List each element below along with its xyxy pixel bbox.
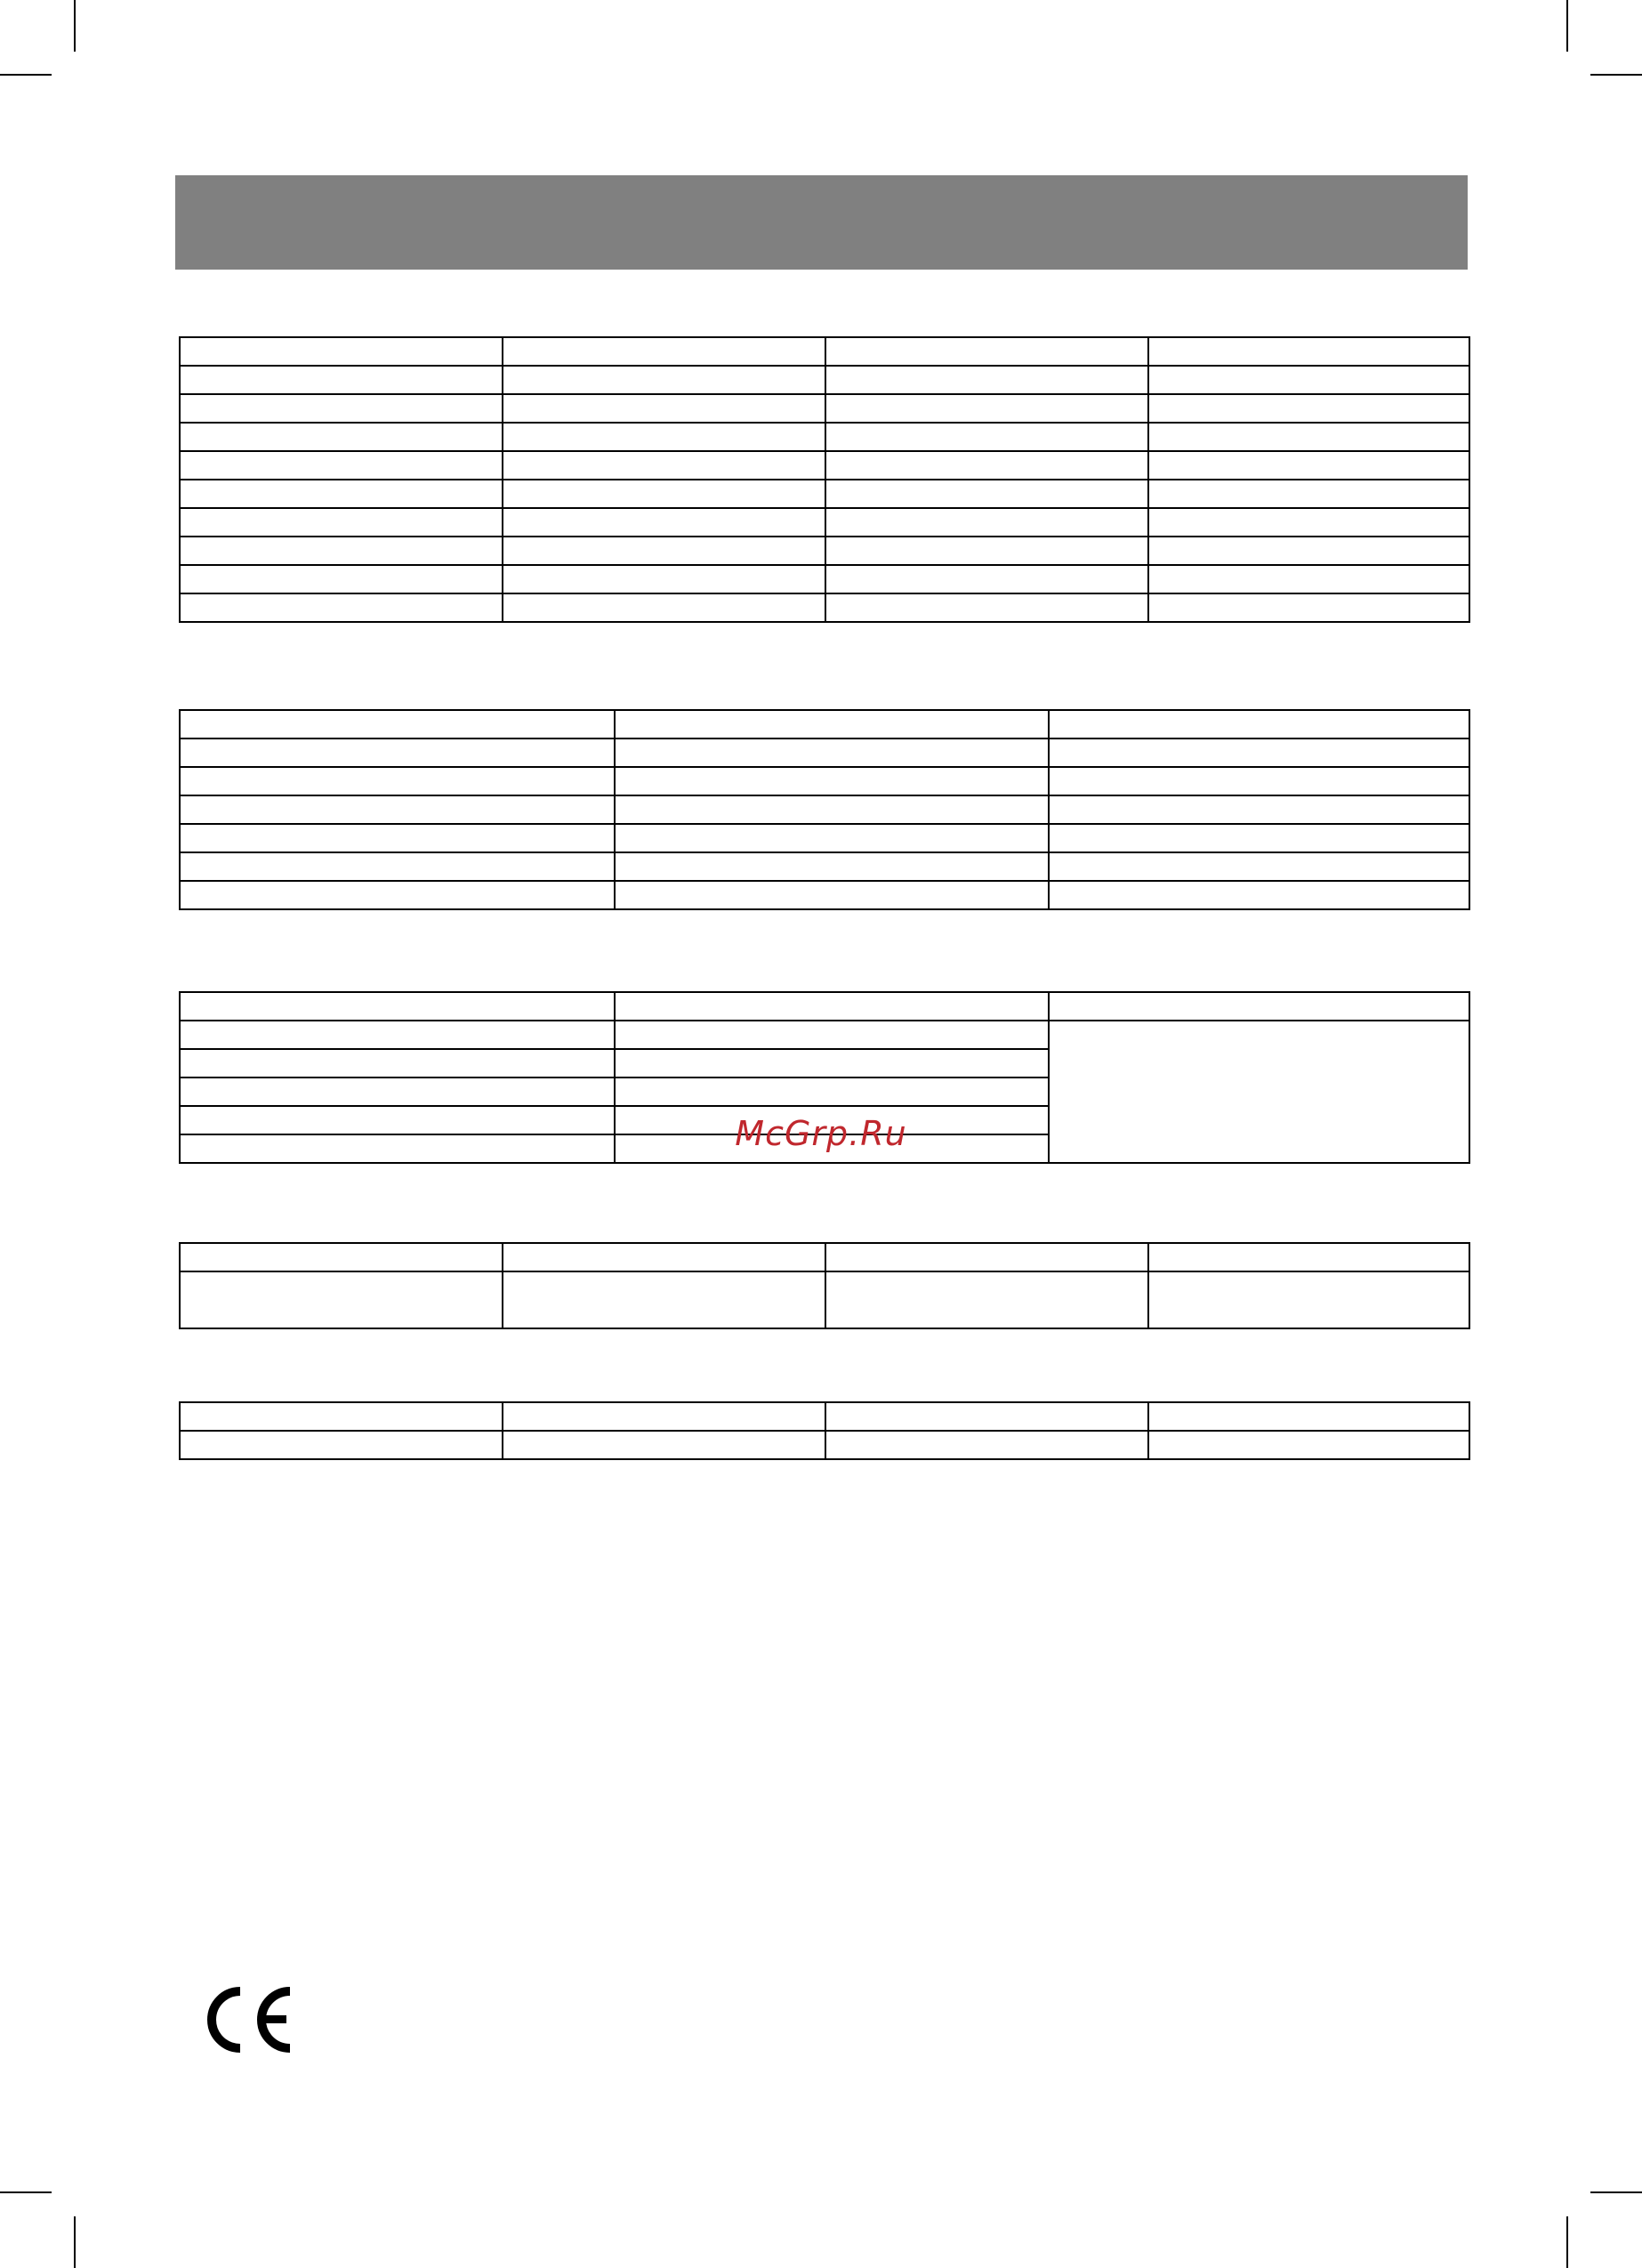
- table-cell: [180, 881, 615, 909]
- table-row: [180, 565, 1469, 593]
- table-cell: [180, 480, 503, 508]
- table-cell: [180, 394, 503, 423]
- table-cell: [825, 423, 1148, 451]
- crop-mark: [74, 0, 76, 52]
- table-cell: [1049, 992, 1469, 1021]
- crop-mark: [0, 2191, 52, 2193]
- table-cell: [1049, 767, 1469, 795]
- table-cell: [825, 1243, 1148, 1271]
- table-cell: [825, 1402, 1148, 1431]
- spec-table-1: [179, 336, 1470, 623]
- table-cell: [180, 795, 615, 824]
- table-cell: [1148, 423, 1469, 451]
- crop-mark: [74, 2216, 76, 2268]
- table-cell: [503, 394, 825, 423]
- crop-mark: [1590, 2191, 1642, 2193]
- table-cell: [1148, 394, 1469, 423]
- table-row: [180, 1243, 1469, 1271]
- table-cell: [825, 480, 1148, 508]
- table-cell: [1049, 795, 1469, 824]
- table-cell: [180, 1134, 615, 1163]
- table-cell: [825, 565, 1148, 593]
- table-cell: [180, 710, 615, 739]
- table-cell: [825, 537, 1148, 565]
- table-cell: [615, 710, 1049, 739]
- table-cell: [825, 337, 1148, 366]
- table-cell: [180, 739, 615, 767]
- table-cell: [1148, 366, 1469, 394]
- table-cell: [615, 795, 1049, 824]
- table-row: [180, 394, 1469, 423]
- table-cell: [825, 366, 1148, 394]
- table-row: [180, 739, 1469, 767]
- crop-mark: [0, 74, 52, 76]
- table-row: [180, 824, 1469, 852]
- table-row: [180, 537, 1469, 565]
- table-cell: [180, 1402, 503, 1431]
- table-cell: [180, 565, 503, 593]
- table-cell: [180, 508, 503, 537]
- spec-table-3: [179, 991, 1470, 1164]
- table-cell: [1049, 881, 1469, 909]
- table-row: [180, 451, 1469, 480]
- table-row: [180, 881, 1469, 909]
- ce-mark-icon: [205, 1986, 294, 2054]
- table-cell: [615, 767, 1049, 795]
- header-bar: [175, 175, 1468, 270]
- table-cell: [825, 1271, 1148, 1328]
- table-row: [180, 767, 1469, 795]
- table-cell: [503, 480, 825, 508]
- table-cell: [825, 451, 1148, 480]
- table-cell: [180, 852, 615, 881]
- table-cell: [180, 423, 503, 451]
- table-row: [180, 852, 1469, 881]
- spec-table-4: [179, 1242, 1470, 1329]
- table-cell: [503, 565, 825, 593]
- table-cell: [1148, 1243, 1469, 1271]
- table-cell: [1148, 337, 1469, 366]
- table-cell: [503, 1431, 825, 1459]
- table-cell: [825, 593, 1148, 622]
- table-cell: [615, 992, 1049, 1021]
- table-cell: [503, 1243, 825, 1271]
- table-cell: [1148, 508, 1469, 537]
- table-cell: [1148, 593, 1469, 622]
- table-cell: [180, 366, 503, 394]
- table-cell: [1148, 1402, 1469, 1431]
- table-row: [180, 508, 1469, 537]
- table-row: [180, 480, 1469, 508]
- table-cell: [503, 423, 825, 451]
- table-row: [180, 992, 1469, 1021]
- table-cell: [1148, 451, 1469, 480]
- spec-table-5: [179, 1401, 1470, 1460]
- crop-mark: [1566, 2216, 1568, 2268]
- table-cell: [1049, 739, 1469, 767]
- table-cell: [180, 337, 503, 366]
- table-cell: [503, 366, 825, 394]
- crop-mark: [1566, 0, 1568, 52]
- table-row: [180, 366, 1469, 394]
- table-cell: [1049, 824, 1469, 852]
- table-row: [180, 795, 1469, 824]
- table-cell: [1049, 710, 1469, 739]
- table-cell: [1148, 537, 1469, 565]
- table-row: [180, 423, 1469, 451]
- table-cell: [180, 537, 503, 565]
- table-cell: [615, 852, 1049, 881]
- table-cell: [503, 337, 825, 366]
- table-cell: [615, 1134, 1049, 1163]
- table-cell: [615, 1106, 1049, 1134]
- table-row: [180, 337, 1469, 366]
- table-cell: [180, 1021, 615, 1049]
- table-cell: [180, 1431, 503, 1459]
- table-cell: [1148, 565, 1469, 593]
- table-cell: [1148, 1271, 1469, 1328]
- table-cell: [180, 1078, 615, 1106]
- table-cell: [1148, 1431, 1469, 1459]
- table-cell: [180, 593, 503, 622]
- table-row: [180, 1271, 1469, 1328]
- table-cell: [180, 767, 615, 795]
- table-cell: [503, 451, 825, 480]
- table-cell: [1148, 480, 1469, 508]
- table-cell: [615, 1049, 1049, 1078]
- table-cell: [615, 739, 1049, 767]
- table-cell: [503, 508, 825, 537]
- crop-mark: [1590, 74, 1642, 76]
- table-row: [180, 593, 1469, 622]
- table-cell: [503, 593, 825, 622]
- spec-table-2: [179, 709, 1470, 910]
- table-cell: [825, 1431, 1148, 1459]
- table-cell: [180, 824, 615, 852]
- table-cell: [180, 1049, 615, 1078]
- watermark: McGrp.Ru: [735, 1114, 907, 1153]
- table-cell: [615, 824, 1049, 852]
- table-cell: [180, 1243, 503, 1271]
- table-cell: [180, 451, 503, 480]
- table-cell: [615, 1021, 1049, 1049]
- table-cell: [825, 394, 1148, 423]
- table-row: [180, 710, 1469, 739]
- table-cell: [180, 992, 615, 1021]
- table-cell: [180, 1106, 615, 1134]
- table-cell: [615, 881, 1049, 909]
- table-row: [180, 1021, 1469, 1049]
- table-cell: [503, 1271, 825, 1328]
- table-row: [180, 1431, 1469, 1459]
- table-cell: [503, 537, 825, 565]
- table-cell: [825, 508, 1148, 537]
- table-cell: [615, 1078, 1049, 1106]
- table-cell: [180, 1271, 503, 1328]
- table-row: [180, 1402, 1469, 1431]
- merged-cell: [1049, 1021, 1469, 1163]
- table-cell: [1049, 852, 1469, 881]
- table-cell: [503, 1402, 825, 1431]
